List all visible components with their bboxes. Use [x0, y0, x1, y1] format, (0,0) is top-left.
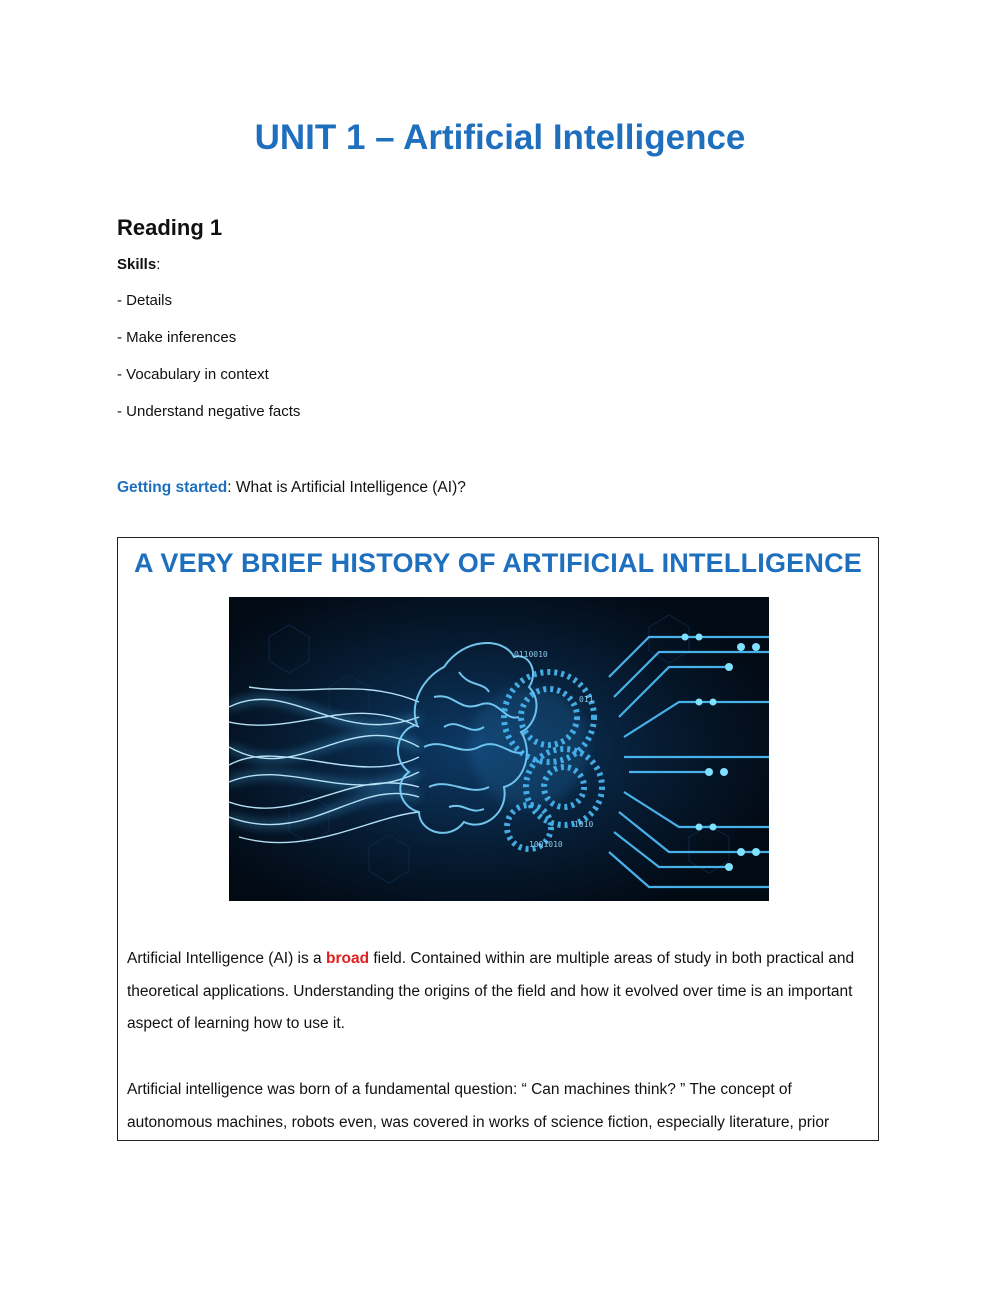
getting-started-prompt	[117, 479, 466, 497]
svg-text:1010: 1010	[574, 820, 594, 829]
svg-text:011: 011	[579, 695, 594, 704]
skill-item: - Understand negative facts	[117, 403, 301, 420]
getting-started-label: Getting started	[117, 479, 228, 496]
highlight-word[interactable]: broad	[326, 950, 370, 967]
skills-label: Skills:	[117, 256, 161, 273]
svg-text:0110010: 0110010	[514, 650, 548, 659]
ai-brain-circuit-illustration	[229, 597, 769, 901]
article-paragraph: Artificial intelligence was born of a fundamental question: “ Can machines think? ” The concept of autonomous machines, robots even, was covered in works of science fiction, especially literature, prior	[127, 1081, 830, 1131]
skill-item: - Vocabulary in context	[117, 366, 269, 383]
skill-item: - Details	[117, 292, 173, 309]
getting-started-question: : What is Artificial Intelligence (AI)?	[227, 479, 466, 496]
article-title: A VERY BRIEF HISTORY OF ARTIFICIAL INTELLIGENCE	[134, 548, 862, 578]
skill-item: - Make inferences	[117, 329, 237, 346]
svg-text:1001010: 1001010	[529, 840, 563, 849]
section-heading: Reading 1	[117, 215, 223, 240]
article-box	[117, 537, 879, 1141]
page-title: UNIT 1 – Artificial Intelligence	[254, 118, 746, 157]
article-paragraph: Artificial Intelligence (AI) is a broad field. Contained within are multiple areas of study in both practical and theoretical applications. Understanding the origins of the field and how it evolved over time is an important aspect of learning how to use it.	[127, 950, 855, 1032]
